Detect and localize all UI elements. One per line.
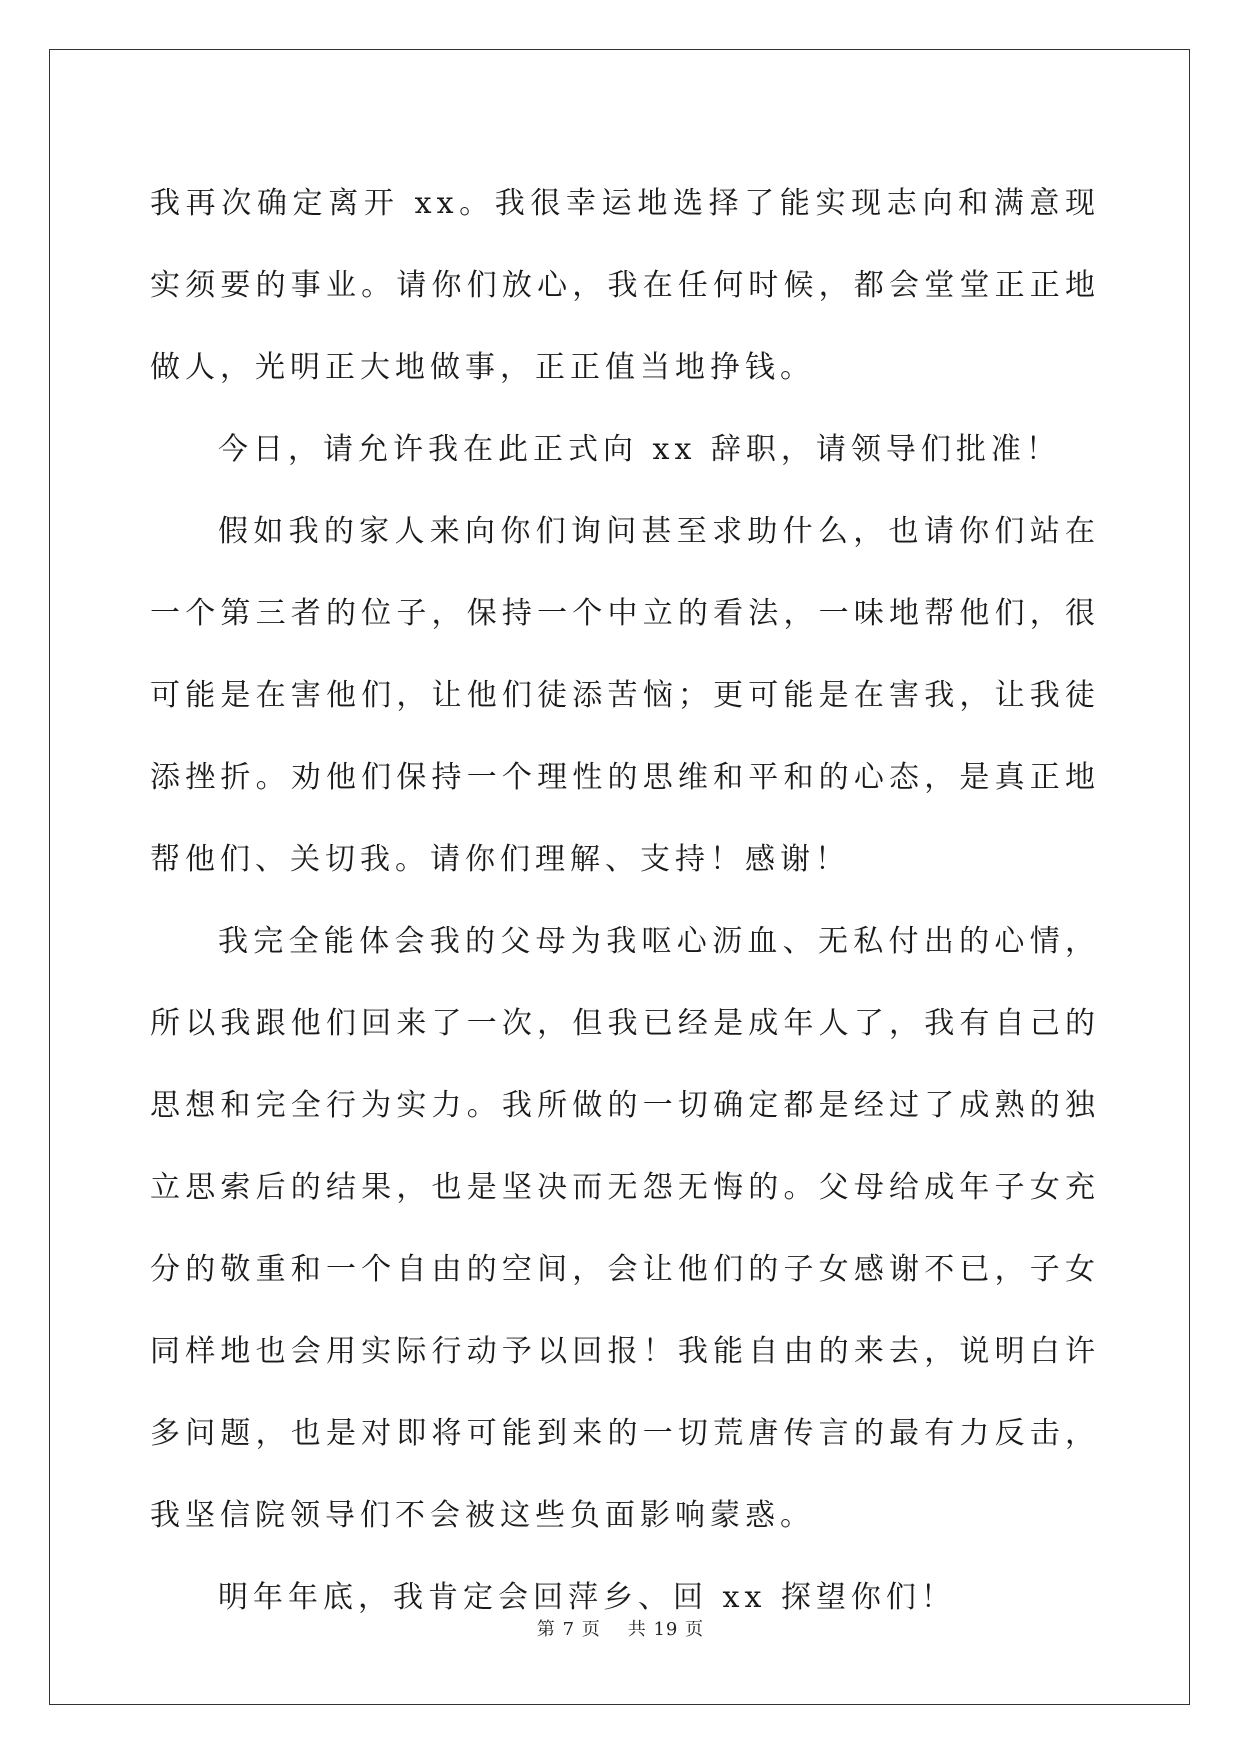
paragraph-resignation: 今日，请允许我在此正式向 xx 辞职，请领导们批准！: [218, 432, 1061, 467]
page-number: 第 7 页: [536, 1619, 601, 1640]
paragraph-family-request: 假如我的家人来向你们询问甚至求助什么，也请你们站在一个第三者的位子，保持一个中立的看法，一味地帮他们，很可能是在害他们，让他们徒添苦恼；更可能是在害我，让我徒添挫折。劝他们保持一个理性的思维和平和的心态，是真正地帮他们、关切我。请你们理解、支持！感谢！: [150, 514, 1100, 877]
document-body: [150, 163, 1100, 1639]
paragraph-continued: 我再次确定离开 xx。我很幸运地选择了能实现志向和满意现实须要的事业。请你们放心，我在任何时候，都会堂堂正正地做人，光明正大地做事，正正值当地挣钱。: [150, 186, 1100, 385]
paragraph-closing: 明年年底，我肯定会回萍乡、回 xx 探望你们！: [218, 1580, 956, 1615]
page-total: 共 19 页: [627, 1619, 705, 1640]
page-footer: [0, 1615, 1241, 1641]
paragraph-parents: 我完全能体会我的父母为我呕心沥血、无私付出的心情，所以我跟他们回来了一次，但我已经是成年人了，我有自己的思想和完全行为实力。我所做的一切确定都是经过了成熟的独立思索后的结果，也是坚决而无怨无悔的。父母给成年子女充分的敬重和一个自由的空间，会让他们的子女感谢不已，子女同样地也会用实际行动予以回报！我能自由的来去，说明白许多问题，也是对即将可能到来的一切荒唐传言的最有力反击，我坚信院领导们不会被这些负面影响蒙惑。: [150, 924, 1100, 1533]
